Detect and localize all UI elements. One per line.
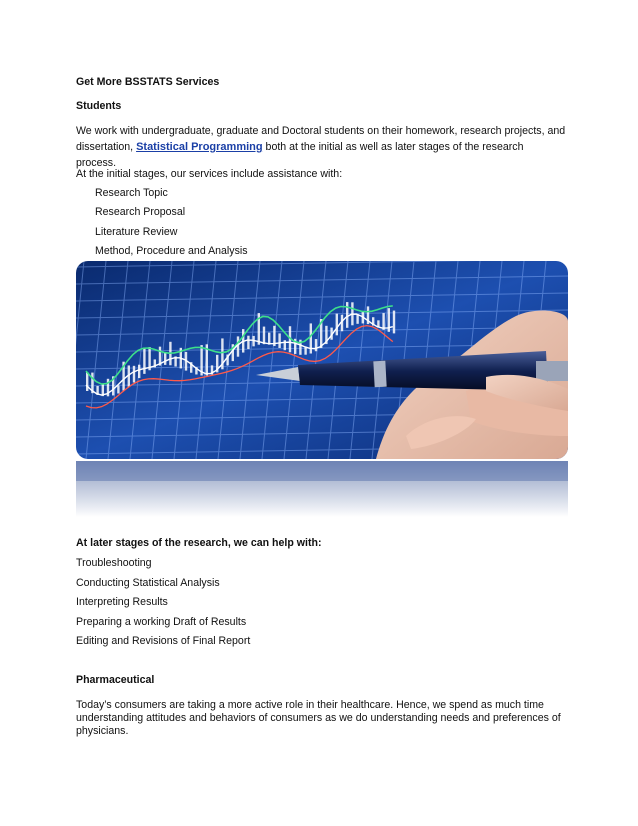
later-stages-heading: At later stages of the research, we can help with:	[76, 537, 322, 549]
students-intro	[76, 123, 566, 171]
stock-chart-illustration	[76, 261, 568, 517]
initial-stages-lead: At the initial stages, our services include assistance with:	[76, 168, 343, 180]
list-item: Editing and Revisions of Final Report	[76, 635, 251, 648]
statistical-programming-link[interactable]: Statistical Programming	[136, 141, 263, 153]
list-item: Research Topic	[95, 187, 168, 199]
list-item: Preparing a working Draft of Results	[76, 615, 247, 628]
initial-services-list	[95, 185, 248, 262]
list-item: Method, Procedure and Analysis	[95, 244, 248, 257]
stock-chart-photo	[76, 261, 568, 517]
later-services-list	[76, 555, 250, 653]
list-item: Literature Review	[95, 225, 178, 238]
pharmaceutical-text: Today’s consumers are taking a more active role in their healthcare. Hence, we spend as much time understanding attitudes and behaviors of consumers as we do understanding needs and preferences of physicians.	[76, 699, 561, 737]
list-item: Troubleshooting	[76, 557, 152, 569]
intro-text-after: both at the initial as well as later stages of the research process.	[76, 141, 524, 169]
students-heading: Students	[76, 100, 122, 112]
list-item: Research Proposal	[95, 206, 186, 219]
intro-text-before: We work with undergraduate, graduate and Doctoral students on their homework, research projects, and dissertation,	[76, 125, 566, 153]
list-item: Interpreting Results	[76, 596, 168, 609]
list-item: Conducting Statistical Analysis	[76, 576, 220, 589]
pharmaceutical-heading: Pharmaceutical	[76, 674, 155, 686]
page-heading: Get More BSSTATS Services	[76, 76, 220, 88]
